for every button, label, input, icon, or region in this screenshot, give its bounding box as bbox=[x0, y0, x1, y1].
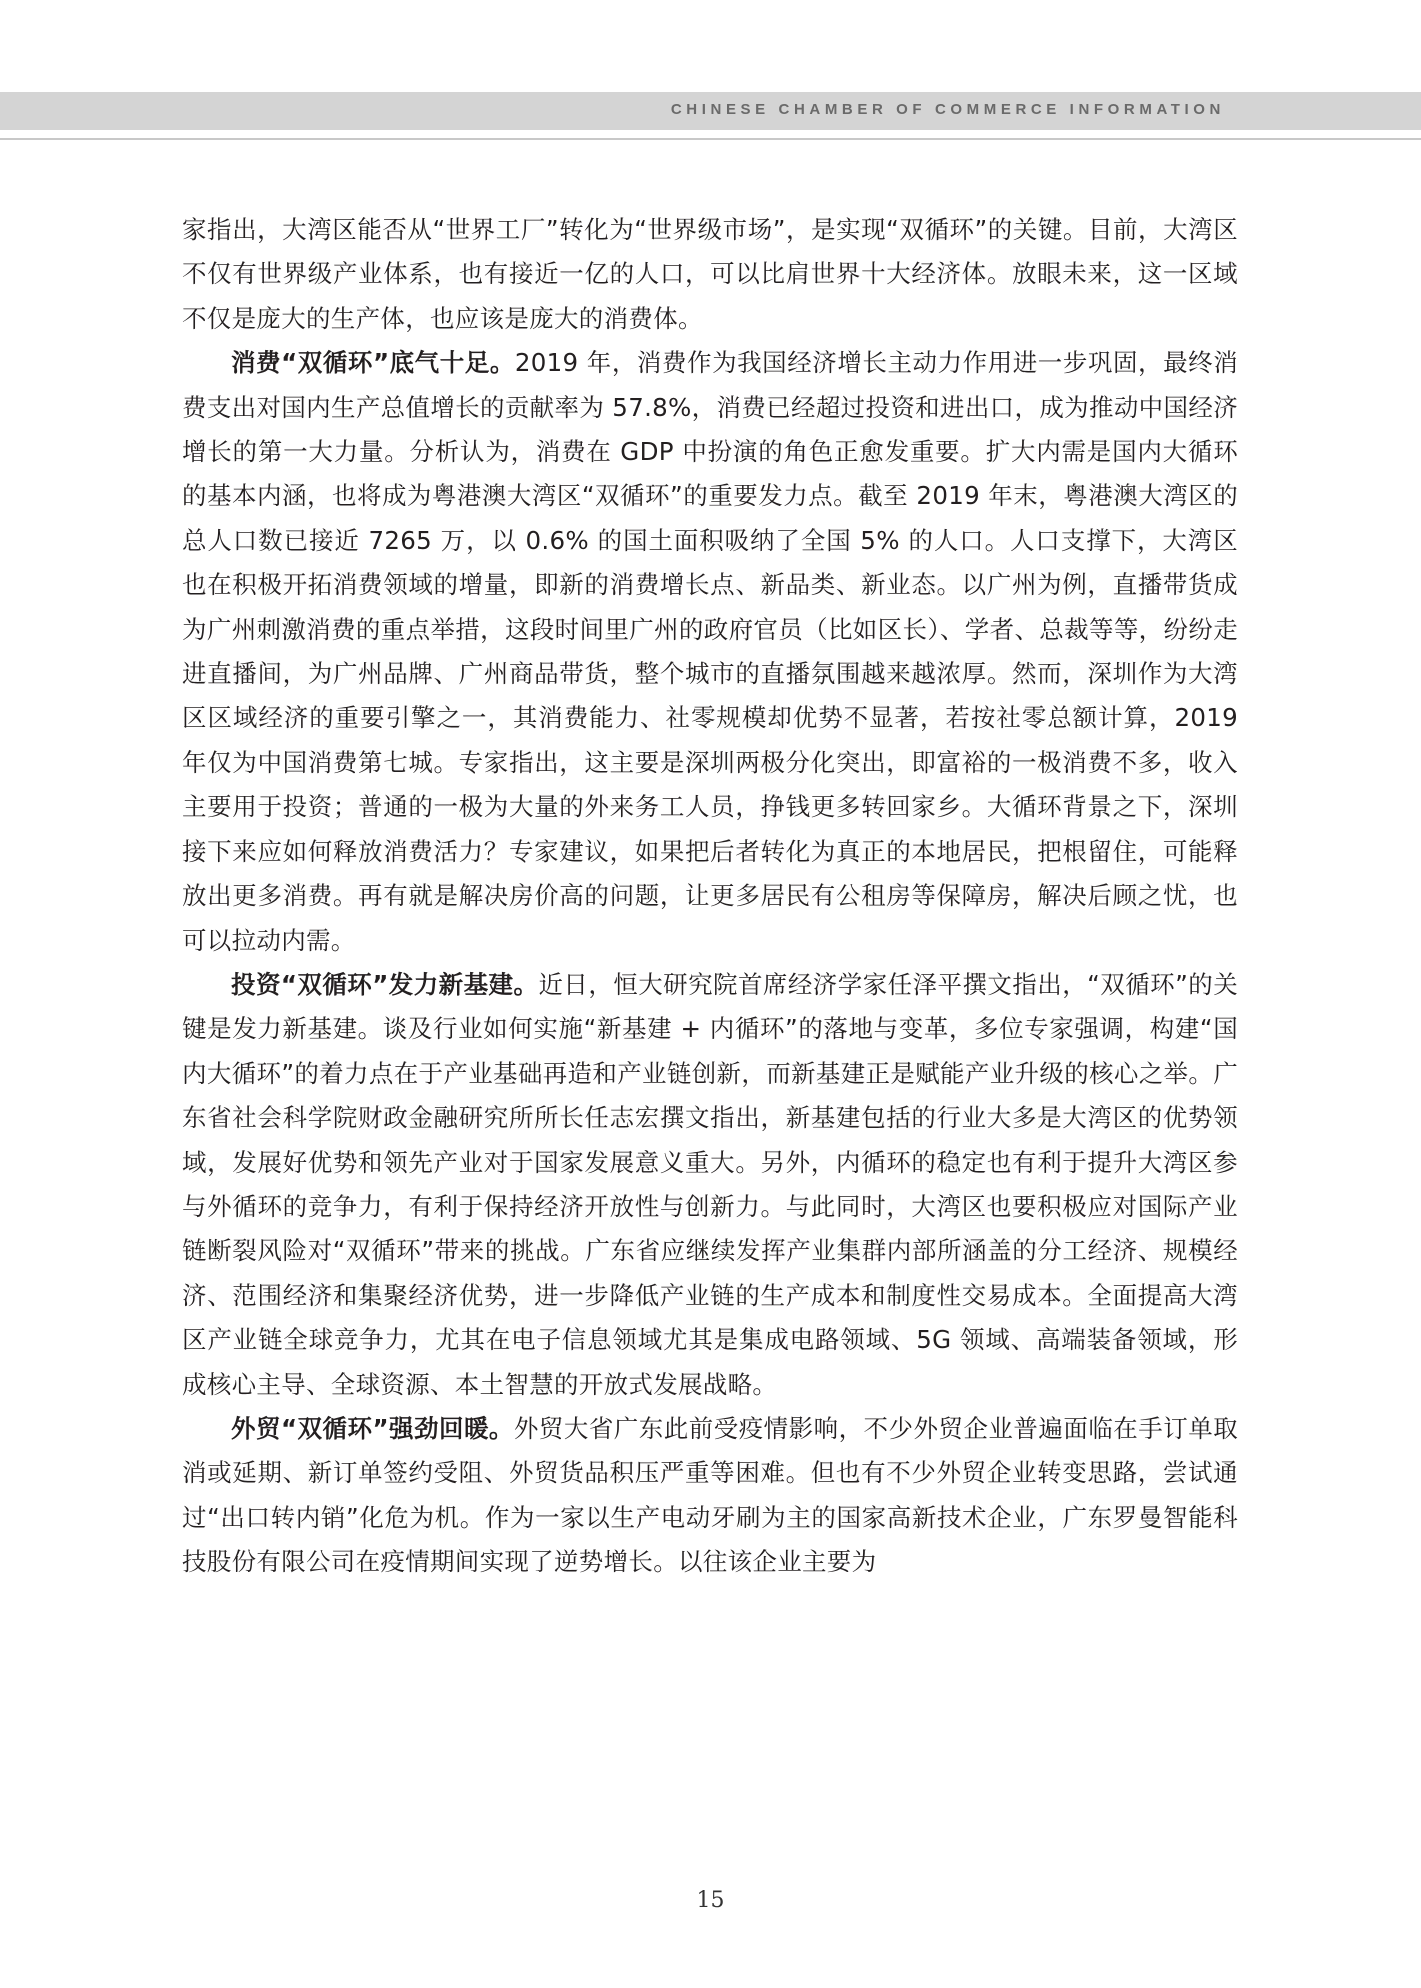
paragraph-foreign-trade bbox=[182, 1407, 1238, 1585]
header-rule bbox=[0, 138, 1421, 140]
paragraph-consumption bbox=[182, 341, 1238, 963]
paragraph-continuation bbox=[182, 208, 1238, 341]
running-header: CHINESE CHAMBER OF COMMERCE INFORMATION bbox=[670, 101, 1225, 118]
paragraph-lead: 外贸“双循环”强劲回暖。 bbox=[231, 1413, 514, 1443]
article-body bbox=[182, 208, 1238, 1585]
paragraph-text: 2019 年，消费作为我国经济增长主动力作用进一步巩固，最终消费支出对国内生产总值增长的贡献率为 57.8%，消费已经超过投资和进出口，成为推动中国经济增长的第一大力量。分析认为，消费在 GDP 中扮演的角色正愈发重要。扩大内需是国内大循环的基本内涵，也将成为粤港澳大湾区“双循环”的重要发力点。截至 2019 年末，粤港澳大湾区的总人口数已接近 7265 万，以 0.6% 的国土面积吸纳了全国 5% 的人口。人口支撑下，大湾区也在积极开拓消费领域的增量，即新的消费增长点、新品类、新业态。以广州为例，直播带货成为广州刺激消费的重点举措，这段时间里广州的政府官员（比如区长）、学者、总裁等等，纷纷走进直播间，为广州品牌、广州商品带货，整个城市的直播氛围越来越浓厚。然而，深圳作为大湾区区域经济的重要引擎之一，其消费能力、社零规模却优势不显著，若按社零总额计算，2019 年仅为中国消费第七城。专家指出，这主要是深圳两极分化突出，即富裕的一极消费不多，收入主要用于投资；普通的一极为大量的外来务工人员，挣钱更多转回家乡。大循环背景之下，深圳接下来应如何释放消费活力？专家建议，如果把后者转化为真正的本地居民，把根留住，可能释放出更多消费。再有就是解决房价高的问题，让更多居民有公租房等保障房，解决后顾之忧，也可以拉动内需。 bbox=[182, 348, 1238, 955]
paragraph-text: 近日，恒大研究院首席经济学家任泽平撰文指出，“双循环”的关键是发力新基建。谈及行业如何实施“新基建 + 内循环”的落地与变革，多位专家强调，构建“国内大循环”的着力点在于产业基础再造和产业链创新，而新基建正是赋能产业升级的核心之举。广东省社会科学院财政金融研究所所长任志宏撰文指出，新基建包括的行业大多是大湾区的优势领域，发展好优势和领先产业对于国家发展意义重大。另外，内循环的稳定也有利于提升大湾区参与外循环的竞争力，有利于保持经济开放性与创新力。与此同时，大湾区也要积极应对国际产业链断裂风险对“双循环”带来的挑战。广东省应继续发挥产业集群内部所涵盖的分工经济、规模经济、范围经济和集聚经济优势，进一步降低产业链的生产成本和制度性交易成本。全面提高大湾区产业链全球竞争力，尤其在电子信息领域尤其是集成电路领域、5G 领域、高端装备领域，形成核心主导、全球资源、本土智慧的开放式发展战略。 bbox=[182, 969, 1238, 1399]
page-number: 15 bbox=[696, 1888, 725, 1913]
paragraph-text: 外贸大省广东此前受疫情影响，不少外贸企业普遍面临在手订单取消或延期、新订单签约受阻、外贸货品积压严重等困难。但也有不少外贸企业转变思路，尝试通过“出口转内销”化危为机。作为一家以生产电动牙刷为主的国家高新技术企业，广东罗曼智能科技股份有限公司在疫情期间实现了逆势增长。以往该企业主要为 bbox=[182, 1413, 1238, 1577]
paragraph-investment bbox=[182, 963, 1238, 1407]
paragraph-text: 家指出，大湾区能否从“世界工厂”转化为“世界级市场”，是实现“双循环”的关键。目前，大湾区不仅有世界级产业体系，也有接近一亿的人口，可以比肩世界十大经济体。放眼未来，这一区域不仅是庞大的生产体，也应该是庞大的消费体。 bbox=[182, 215, 1238, 333]
paragraph-lead: 投资“双循环”发力新基建。 bbox=[231, 969, 539, 999]
paragraph-lead: 消费“双循环”底气十足。 bbox=[231, 348, 515, 378]
